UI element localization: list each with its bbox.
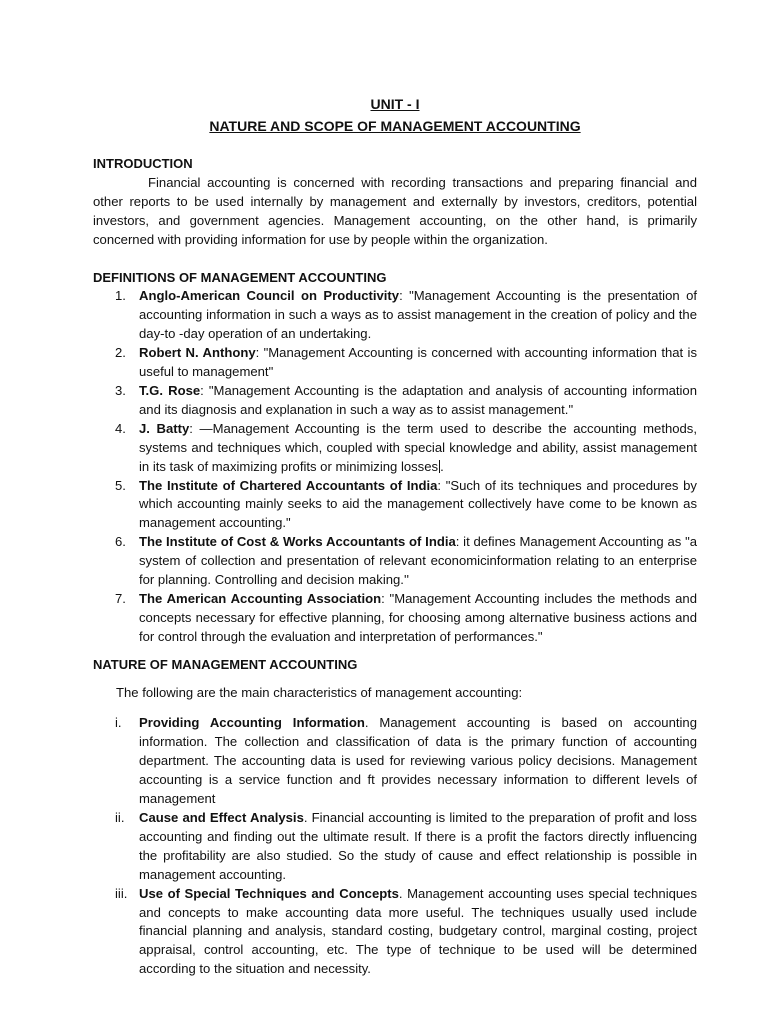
item-number: 4.	[115, 420, 126, 436]
definition-item	[93, 590, 697, 647]
introduction-heading: INTRODUCTION	[93, 156, 193, 171]
definition-text: : "Management Accounting is concerned with accounting information that is useful to management"	[139, 345, 697, 380]
definition-author: T.G. Rose	[139, 382, 201, 398]
item-number: 6.	[115, 534, 126, 550]
characteristic-title: Use of Special Techniques and Concepts	[139, 885, 399, 901]
item-number: iii.	[115, 885, 128, 901]
characteristic-item	[93, 809, 697, 885]
definition-item	[93, 420, 697, 477]
definition-text: : it defines Management Accounting as "a system of collection and presentation of relevant economicinformation relating to an enterprise for planning. Controlling and decision making.''	[139, 534, 698, 588]
item-number: 5.	[115, 477, 126, 493]
item-number: 1.	[115, 288, 126, 304]
characteristic-title: Cause and Effect Analysis	[139, 810, 304, 825]
item-number: 3.	[115, 382, 126, 398]
characteristic-title: Providing Accounting Information	[139, 715, 365, 731]
definition-text: : ―Management Accounting is the term used to describe the accounting methods, systems and techniques which, coupled with special knowledge and ability, assist management in its task of maximizing profits or minimizing losses	[139, 420, 697, 474]
item-number: ii.	[115, 810, 125, 825]
definition-text: : "Such of its techniques and procedures by which accounting mainly seeks to aid the management collectively have come to be known as management accounting."	[139, 477, 697, 531]
item-number: 7.	[115, 590, 126, 606]
definition-item	[93, 287, 697, 344]
definition-author: Robert N. Anthony	[139, 345, 256, 361]
document-content	[93, 93, 697, 979]
definition-text: : "Management Accounting is the presentation of accounting information in such a ways as to assist management in the creation of policy and the day-to -day operation of an undertaking.	[139, 288, 697, 342]
definition-author: J. Batty	[139, 420, 190, 436]
definition-text: : "Management Accounting includes the methods and concepts necessary for effective planning, for choosing among alternative business actions and for control through the evaluation and interpretation of performances."	[139, 590, 697, 644]
definition-item	[93, 382, 697, 420]
definition-author: The Institute of Chartered Accountants of India	[139, 477, 438, 493]
nature-intro: The following are the main characteristics of management accounting:	[116, 684, 523, 700]
definition-author: The American Accounting Association	[139, 590, 382, 606]
unit-title: UNIT - I	[370, 96, 420, 112]
item-number: 2.	[115, 345, 126, 361]
item-number: i.	[115, 715, 122, 731]
definitions-list	[93, 287, 697, 646]
definition-tail: .	[440, 458, 444, 474]
characteristic-text: . Financial accounting is limited to the preparation of profit and loss accounting and finding out the ultimate result. If there is a profit the factors directly influencing the profitability are also studied. So the study of cause and effect relationship is possible in management accounting.	[139, 810, 697, 882]
introduction-paragraph: Financial accounting is concerned with recording transactions and preparing financial and other reports to be used internally by management and externally by investors, creditors, potential investors, and government agencies. Management accounting, on the other hand, is primarily concerned with providing information for use by people within the organization.	[93, 174, 697, 247]
definition-item	[93, 533, 697, 590]
characteristic-item	[93, 885, 697, 980]
characteristic-text: . Management accounting uses special techniques and concepts to make accounting data more useful. The techniques usually used include financial planning and analysis, standard costing, budgetary control, marginal costing, project appraisal, control accounting, etc. The type of technique to be used will be determined according to the situation and necessity.	[139, 885, 697, 977]
nature-heading: NATURE OF MANAGEMENT ACCOUNTING	[93, 656, 358, 672]
definition-item	[93, 344, 697, 382]
document-title: NATURE AND SCOPE OF MANAGEMENT ACCOUNTING	[209, 118, 581, 134]
definition-text: : "Management Accounting is the adaptation and analysis of accounting information and its diagnosis and explanation in such a way as to assist management."	[139, 382, 697, 417]
characteristic-text: . Management accounting is based on accounting information. The collection and classification of data is the primary function of accounting department. The accounting data is used for reviewing various policy decisions. Management accounting is a service function and ft provides necessary information to different levels of management	[139, 715, 697, 807]
definition-item	[93, 477, 697, 534]
definition-author: Anglo-American Council on Productivity	[139, 288, 400, 304]
definitions-heading: DEFINITIONS OF MANAGEMENT ACCOUNTING	[93, 269, 387, 285]
characteristic-item	[93, 714, 697, 809]
definition-author: The Institute of Cost & Works Accountants of India	[139, 534, 456, 550]
characteristics-list	[93, 714, 697, 979]
